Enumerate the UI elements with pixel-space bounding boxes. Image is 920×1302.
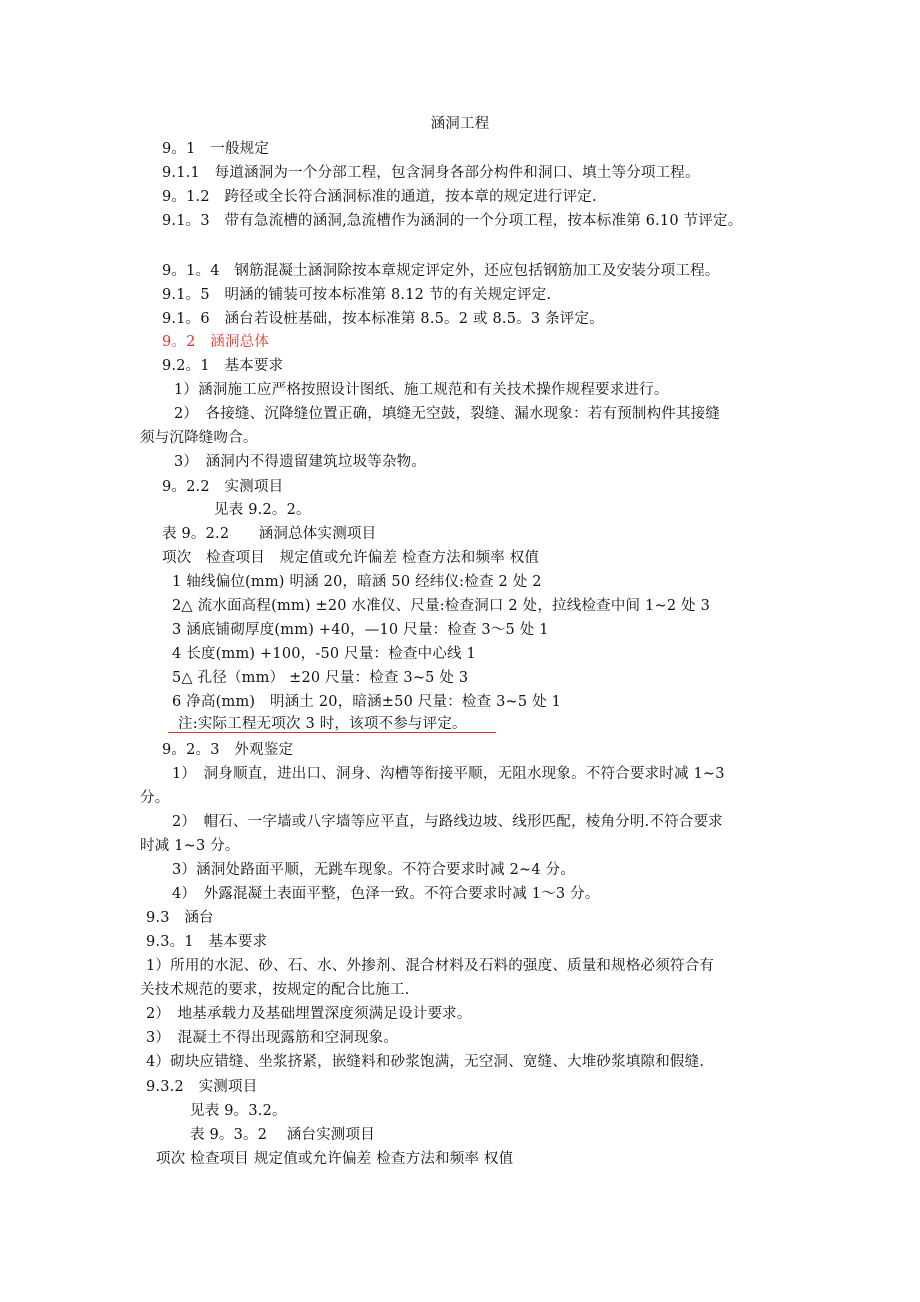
subsection-heading: 9.3。1 基本要求: [146, 934, 268, 950]
table-header: 项次 检查项目 规定值或允许偏差 检查方法和频率 权值: [162, 550, 540, 566]
table-caption: 表 9。2.2 涵洞总体实测项目: [162, 526, 377, 542]
table-reference: 见表 9。3.2。: [190, 1103, 287, 1119]
list-item: 2） 各接缝、沉降缝位置正确，填缝无空鼓，裂缝、漏水现象：若有预制构件其接缝: [174, 406, 721, 422]
table-header: 项次 检查项目 规定值或允许偏差 检查方法和频率 权值: [156, 1151, 514, 1167]
section-heading-highlighted: 9。2 涵洞总体: [162, 334, 270, 350]
list-item: 1） 洞身顺直，进出口、洞身、沟槽等衔接平顺，无阻水现象。不符合要求时减 1~3: [172, 766, 725, 782]
table-row: 4 长度(mm) +100，-50 尺量：检查中心线 1: [172, 646, 476, 662]
list-item: 1）所用的水泥、砂、石、水、外掺剂、混合材料及石料的强度、质量和规格必须符合有: [146, 958, 715, 974]
subsection-heading: 9。2。3 外观鉴定: [162, 742, 294, 758]
list-item-continuation: 时减 1~3 分。: [140, 838, 240, 854]
table-row: 6 净高(mm) 明涵土 20，暗涵±50 尺量：检查 3~5 处 1: [172, 694, 562, 710]
list-item: 4） 外露混凝土表面平整，色泽一致。不符合要求时减 1～3 分。: [172, 886, 600, 902]
clause-text: 9.1.1 每道涵洞为一个分部工程，包含洞身各部分构件和洞口、填土等分项工程。: [162, 165, 700, 181]
section-heading: 9.3 涵台: [146, 910, 214, 926]
clause-text: 9。1.2 跨径或全长符合涵洞标准的通道，按本章的规定进行评定.: [162, 189, 597, 205]
subsection-heading: 9.2。1 基本要求: [162, 358, 284, 374]
list-item-continuation: 分。: [140, 790, 170, 806]
table-row: 3 涵底铺砌厚度(mm) +40，—10 尺量：检查 3～5 处 1: [172, 622, 549, 638]
list-item-continuation: 须与沉降缝吻合。: [140, 430, 258, 446]
list-item: 4）砌块应错缝、坐浆挤紧，嵌缝料和砂浆饱满，无空洞、宽缝、大堆砂浆填隙和假缝.: [146, 1054, 705, 1070]
list-item: 3） 混凝土不得出现露筋和空洞现象。: [146, 1030, 399, 1046]
clause-text: 9.1。3 带有急流槽的涵洞,急流槽作为涵洞的一个分项工程，按本标准第 6.10 节评定。: [162, 213, 743, 229]
list-item: 2） 地基承载力及基础埋置深度须满足设计要求。: [146, 1006, 472, 1022]
section-heading: 9。1 一般规定: [162, 141, 270, 157]
document-title: 涵洞工程: [430, 116, 490, 132]
table-row: 5△ 孔径（mm） ±20 尺量：检查 3~5 处 3: [172, 670, 469, 686]
table-reference: 见表 9.2。2。: [214, 502, 311, 518]
table-caption: 表 9。3。2 涵台实测项目: [190, 1127, 375, 1143]
subsection-heading: 9.3.2 实测项目: [146, 1079, 258, 1095]
list-item-continuation: 关技术规范的要求，按规定的配合比施工.: [140, 982, 410, 998]
list-item: 2） 帽石、一字墙或八字墙等应平直，与路线边坡、线形匹配，棱角分明.不符合要求: [172, 814, 723, 830]
clause-text: 9。1。4 钢筋混凝土涵洞除按本章规定评定外，还应包括钢筋加工及安装分项工程。: [162, 263, 720, 279]
table-note: 注:实际工程无项次 3 时，该项不参与评定。: [178, 716, 467, 732]
list-item: 3） 涵洞内不得遗留建筑垃圾等杂物。: [174, 454, 427, 470]
subsection-heading: 9。2.2 实测项目: [162, 479, 284, 495]
note-underline: [168, 732, 496, 733]
list-item: 1）涵洞施工应严格按照设计图纸、施工规范和有关技术操作规程要求进行。: [174, 382, 669, 398]
table-row: 1 轴线偏位(mm) 明涵 20，暗涵 50 经纬仪:检查 2 处 2: [172, 574, 542, 590]
table-row: 2△ 流水面高程(mm) ±20 水准仪、尺量:检查洞口 2 处，拉线检查中间 1~2 处 3: [172, 598, 710, 614]
clause-text: 9.1。6 涵台若设桩基础，按本标准第 8.5。2 或 8.5。3 条评定。: [162, 311, 604, 327]
clause-text: 9.1。5 明涵的铺装可按本标准第 8.12 节的有关规定评定.: [162, 287, 552, 303]
list-item: 3）涵洞处路面平顺，无跳车现象。不符合要求时减 2~4 分。: [172, 862, 576, 878]
